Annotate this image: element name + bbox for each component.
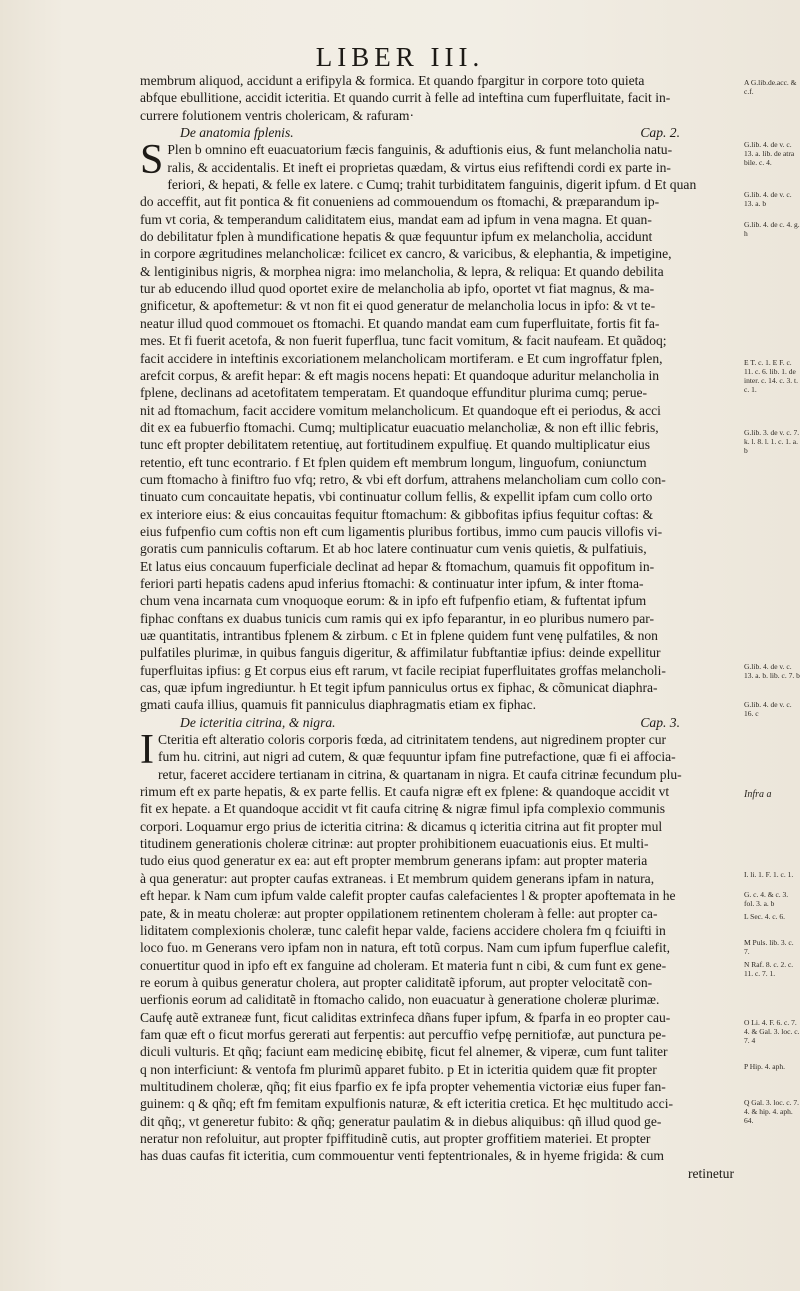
- margin-note: [744, 870, 800, 879]
- text-line: ralis, & accidentalis. Et ineft ei proprietas quædam, & virtus eius refiftendi cordi ex parte in-: [167, 159, 671, 175]
- margin-note: [744, 220, 800, 238]
- margin-note-text: E T. c. 1. E F. c. 11. c. 6. lib. 1. de inter. c. 14. c. 3. t. c. 1.: [744, 358, 798, 394]
- text-line: fum vt coria, & temperandum caliditatem eius, mandat eam ad ipfum in vena magna. Et quan-: [140, 211, 652, 227]
- margin-note-text: G.lib. 4. de v. c. 13. a. b: [744, 190, 792, 208]
- text-line: feriori, & hepati, & felle ex latere. c Cumq; trahit turbiditatem fanguinis, digerit ipfum. d Et quan: [167, 177, 697, 193]
- margin-note-text: O Li. 4. F. 6. c. 7. 4. & Gal. 3. loc. c. 7. 4: [744, 1018, 800, 1045]
- section-title: De anatomia fplenis.: [180, 125, 294, 141]
- text-line: in corpore ægritudines melancholicæ: fcilicet ex cancro, & varicibus, & elephantia, & impetigine,: [140, 246, 672, 262]
- margin-note: [744, 960, 800, 978]
- chapter-number: Cap. 3.: [640, 714, 680, 730]
- margin-note: [744, 428, 800, 455]
- section-body-icterus: [140, 727, 740, 1165]
- margin-note: [744, 890, 800, 908]
- text-line: neratur non refoluitur, aut propter fpiffitudinẽ cutis, aut propter groffitiem materiei. Et propter: [140, 1130, 651, 1146]
- main-text: [140, 72, 740, 1182]
- text-line: neatur illud quod commouet os ftomachi. Et quando mandat eam cum fuperfluitate, fortis fit fa-: [140, 315, 660, 331]
- text-line: loco fuo. m Generans vero ipfam non in natura, eft totũ corpus. Nam cum ipfum fuperflue calefit,: [140, 940, 670, 956]
- text-line: fam quæ eft o ficut morfus gererati aut ferpentis: aut percuffio vefpę pernitiofæ, aut punctura pe-: [140, 1026, 666, 1042]
- section-heading-icterus: [140, 714, 740, 731]
- text-line: fiphac conftans ex duabus tunicis cum ramis qui ex ipfo feparantur, in eo pluribus numero par-: [140, 610, 655, 626]
- text-line: Et latus eius concauum fuperficiale declinat ad hepar & ftomachum, quamuis fit oppofitum in-: [140, 558, 655, 574]
- text-line: conuertitur quod in ipfo eft ex fanguine ad choleram. Et materia funt n cibi, & cum funt ex gene-: [140, 957, 667, 973]
- text-line: & lentiginibus nigris, & morphea nigra: imo melancholia, & lepra, & reliqua: Et quando debilita: [140, 263, 664, 279]
- margin-note-text: M Puls. lib. 3. c. 7.: [744, 938, 794, 956]
- text-line: cas, quæ ipfum ingrediuntur. h Et tegit ipfum panniculus ortus ex fiphac, & cõmunicat diaphra-: [140, 680, 658, 696]
- text-line: à qua generatur: aut propter caufas extraneas. i Et membrum quidem generans ipfam in natura,: [140, 870, 655, 886]
- text-line: re eorum à quibus generatur cholera, aut propter caliditatẽ ipforum, aut propter velocitatẽ con-: [140, 974, 653, 990]
- text-line: feriori parti hepatis cadens apud inferius ftomachi: & continuatur inter ipfum, & inter ftoma-: [140, 575, 644, 591]
- text-line: tur ab educendo illud quod oportet exire de melancholia ab ipfo, oportet vt fiat magnus, & ma-: [140, 281, 655, 297]
- text-line: has duas caufas fit icteritia, cum commouentur venti feptentrionales, & in hyeme frigida: & cum: [140, 1148, 664, 1164]
- text-line: chum vena incarnata cum vnoquoque eorum: & in ipfo eft fufpenfio etiam, & fuftentat ipfum: [140, 593, 647, 609]
- text-line: mes. Et fi fuerit acetofa, & non fuerit fuperflua, tunc facit vomitum, & facit naufeam. Et quãdoq;: [140, 333, 667, 349]
- margin-note-text: G.lib. 4. de v. c. 16. c: [744, 700, 792, 718]
- margin-note: [744, 700, 800, 718]
- margin-note-text: Q Gal. 3. loc. c. 7. 4. & hip. 4. aph. 64.: [744, 1098, 799, 1125]
- text-line: corpori. Loquamur ergo prius de icteritia citrina: & dicamus q icteritia citrina aut fit propter mul: [140, 818, 663, 834]
- text-line: gmati caufa illius, quamuis fit panniculus diaphragmatis etiam ex fiphac.: [140, 697, 536, 713]
- text-line: Plen b omnino eft euacuatorium fæcis fanguinis, & aduftionis eius, & funt melancholia natu-: [167, 142, 673, 158]
- text-line: tudo eius quod generatur ex ea: aut eft propter membrum generans ipfam: aut propter materia: [140, 853, 648, 869]
- text-line: nit ad ftomachum, facit accidere vomitum melancholicum. Et quandoque eft ei periodus, & acci: [140, 402, 661, 418]
- text-line: abfque ebullitione, accidit icteritia. Et quando currit à felle ad inteftina cum fuperfluitate, facit in-: [140, 90, 671, 106]
- text-line: membrum aliquod, accidunt a erifipyla & formica. Et quando fpargitur in corpore toto quieta: [140, 73, 645, 88]
- text-line: Caufę autẽ extraneæ funt, ficut caliditas extrinfeca dñans fuper ipfum, & fparfa in eo propter cau-: [140, 1009, 671, 1025]
- margin-note: [744, 358, 800, 394]
- text-line: guinem: q & qñq; eft fm femitam expulfionis naturæ, & eft icteritia cretica. Et hęc multitudo acci-: [140, 1096, 674, 1112]
- text-line: gnificetur, & apoftemetur: & vt non fit ei quod generatur de melancholia locus in ipfo: & vt te-: [140, 298, 656, 314]
- text-line: titudinem generationis choleræ citrinæ: aut propter prohibitionem euacuationis eius. Et multi-: [140, 836, 649, 852]
- margin-note: [744, 140, 800, 167]
- chapter-number: Cap. 2.: [640, 125, 680, 141]
- text-line: do debilitatur fplen à mundificatione hepatis & quæ fequuntur ipfum ex melancholia, accidunt: [140, 229, 653, 245]
- section-heading-spleen: [140, 124, 740, 141]
- text-line: uerfionis eorum ad caliditatẽ in ftomacho calido, non euacuatur à generatione choleræ plurimæ.: [140, 992, 660, 1008]
- text-line: retentio, eft tunc econtrario. f Et fplen quidem eft membrum longum, linguofum, coniunctum: [140, 454, 647, 470]
- text-line: uæ quantitatis, intrantibus fplenem & zirbum. c Et in fplene quidem funt venę pulfatiles, & non: [140, 628, 658, 643]
- text-line: cum ftomacho à finiftro fuo vfq; retro, & vbi eft dorfum, attrahens melancholiam cum collo con-: [140, 471, 666, 487]
- margin-note-text: P Hip. 4. aph.: [744, 1062, 785, 1071]
- margin-note: [744, 662, 800, 680]
- drop-cap: S: [140, 137, 164, 184]
- text-line: dit qñq;, vt generetur fubito: & qñq; generatur paulatim & in diebus aliquibus: qñ illud quod ge-: [140, 1113, 662, 1129]
- text-line: rimum eft ex parte hepatis, & ex parte fellis. Et caufa nigræ eft ex fplene: & quandoque accidit vt: [140, 784, 670, 800]
- catchword: retinetur: [687, 1165, 734, 1181]
- text-line: multitudinem choleræ, qñq; fit eius fparfio ex fe ipfa propter vehementia victoriæ eius fuper fan-: [140, 1078, 666, 1094]
- drop-cap: I: [140, 727, 154, 774]
- text-line: tunc eft propter debilitatem retentiuę, aut fortitudinem expulfiuę. Et quando multiplicatur eius: [140, 437, 650, 453]
- margin-note: [744, 1018, 800, 1045]
- text-line: pulfatiles plurimæ, in quibus fanguis digeritur, & affimilatur fubftantiæ ipfius: deinde expellitur: [140, 645, 661, 661]
- margin-note: [744, 938, 800, 956]
- margin-note: [744, 1062, 800, 1071]
- margin-note-text: G.lib. 4. de c. 4. g. h: [744, 220, 800, 238]
- margin-note: [744, 190, 800, 208]
- margin-note-text: Infra a: [744, 789, 772, 800]
- text-line: currere folutionem ventris cholericam, & rafuram·: [140, 107, 415, 123]
- text-line: fuperfluitas ipfius: g Et corpus eius eft rarum, vt facile recipiat fuperfluitates groffas melancholi-: [140, 662, 666, 678]
- margin-note-text: N Raf. 8. c. 2. c. 11. c. 7. 1.: [744, 960, 794, 978]
- margin-note-text: G.lib. 3. de v. c. 7. k. l. 8. l. 1. c. 1. a. b: [744, 428, 800, 455]
- margin-note-text: L Sec. 4. c. 6.: [744, 912, 785, 921]
- section-title: De icteritia citrina, & nigra.: [180, 714, 336, 730]
- text-line: facit accidere in inteftinis excoriationem melancholicam mortiferam. e Et cum ingroffatur fplen,: [140, 350, 663, 366]
- text-line: arefcit corpus, & arefit hepar: & eft magis nocens hepati: Et quandoque aduritur melancholia in: [140, 367, 660, 383]
- section-body-spleen: [140, 137, 740, 713]
- text-line: tinuato cum concauitate hepatis, vbi continuatur collum fellis, & expellit ipfam cum collo orto: [140, 489, 653, 505]
- text-line: Cteritia eft alteratio coloris corporis fœda, ad citrinitatem tendens, aut nigredinem propter cur: [158, 732, 667, 748]
- margin-note-text: A G.lib.de.acc. & c.f.: [744, 78, 797, 96]
- text-line: do acceffit, aut fit pontica & fit conueniens ad commouendum os ftomachi, & præparandum ip-: [140, 194, 660, 210]
- text-line: dit ex ea fubuerfio ftomachi. Cumq; multiplicatur euacuatio melancholiæ, & non eft illic febris,: [140, 419, 659, 435]
- text-line: goratis cum panniculis coftarum. Et ab hoc latere continuatur cum venis quietis, & pulfatiuis,: [140, 541, 647, 557]
- text-line: diculi vulturis. Et qñq; faciunt eam medicinę ebibitę, ficut fel alnemer, & viperæ, cum funt taliter: [140, 1044, 668, 1060]
- margin-note-text: G.lib. 4. de v. c. 13. a. lib. de atra bile. c. 4.: [744, 140, 795, 167]
- text-line: ex interiore eius: & eius concauitas fequitur ftomachum: & gibbofitas ipfius fequitur coftas: &: [140, 506, 654, 522]
- text-line: eft hepar. k Nam cum ipfum valde calefit propter caufas calefacientes l & propter apoftemata in he: [140, 888, 676, 904]
- margin-note-text: I. li. 1. F. 1. c. 1.: [744, 870, 794, 879]
- margin-note: [744, 912, 800, 921]
- text-line: fit ex hepate. a Et quandoque accidit vt fit caufa citrinę & nigræ fimul ipfa complexio communis: [140, 801, 666, 817]
- text-line: eius fufpenfio cum coftis non eft cum ligamentis pluribus fortibus, immo cum paucis villofis vi-: [140, 523, 663, 539]
- margin-note: [744, 78, 800, 96]
- margin-note: [744, 1098, 800, 1125]
- text-line: retur, faceret accidere tertianam in citrina, & quartanam in nigra. Et caufa citrinæ fecundum plu-: [158, 766, 682, 782]
- margin-note-text: G.lib. 4. de v. c. 13. a. b. lib. c. 7. b: [744, 662, 800, 680]
- margin-note: [744, 790, 800, 799]
- margin-note-text: G. c. 4. & c. 3. fol. 3. a. b: [744, 890, 789, 908]
- text-line: q non interficiunt: & ventofa fm plurimũ apparet fubito. p Et in icteritia quidem quæ fit propter: [140, 1061, 657, 1077]
- text-line: fum hu. citrini, aut nigri ad cutem, & quæ fequuntur ipfam fine putrefactione, quæ fi ei affocia-: [158, 749, 676, 765]
- running-head: LIBER III.: [315, 42, 485, 72]
- text-line: pate, & in meatu choleræ: aut propter oppilationem retinentem choleram à felle: aut propter ca-: [140, 905, 658, 921]
- text-line: fplene, declinans ad acetofitatem temperatam. Et quandoque effunditur plurima cumq; perue-: [140, 385, 648, 401]
- text-line: liditatem complexionis choleræ, tunc calefit hepar valde, faciens accidere cholera fm q fciuifti in: [140, 922, 666, 938]
